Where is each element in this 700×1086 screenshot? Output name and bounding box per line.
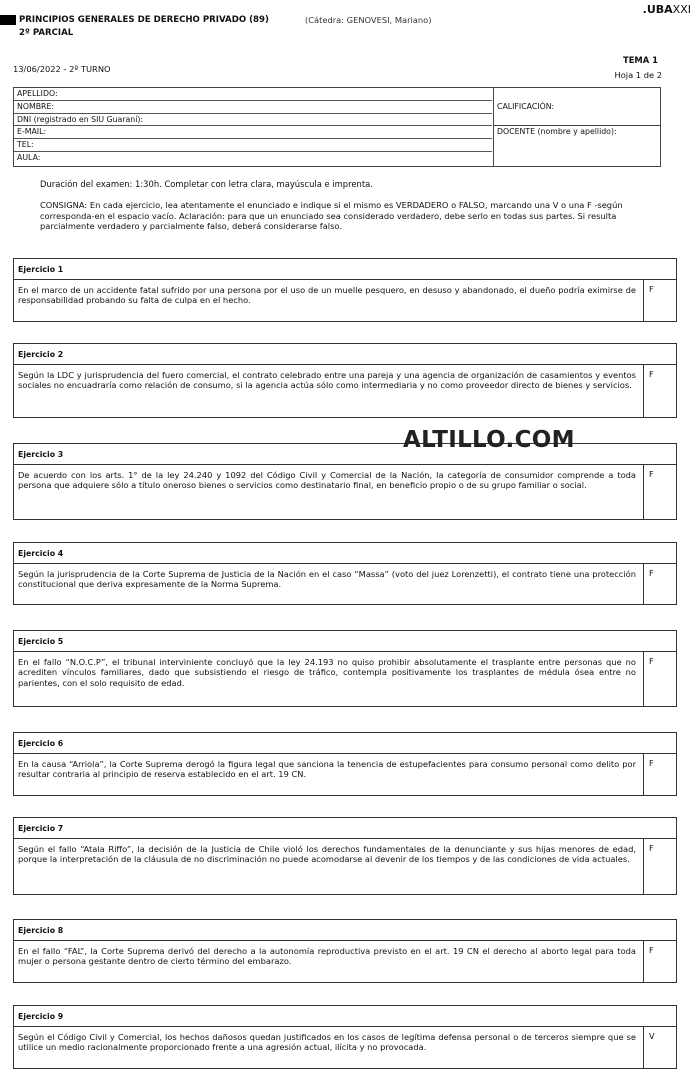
header-marker-bar bbox=[0, 15, 16, 25]
field-docente[interactable]: DOCENTE (nombre y apellido): bbox=[497, 127, 617, 136]
answer-field[interactable]: F bbox=[643, 365, 679, 417]
exercise-1 bbox=[13, 258, 677, 322]
exercise-statement: Según la LDC y jurisprudencia del fuero comercial, el contrato celebrado entre una pareja y una agencia de organización de casamientos y eventos sociales no encuadraría como relación de consumo, si la agencia actúa sólo como intermediaria y no como proveedor directo de bienes y servicios. bbox=[18, 370, 636, 391]
exam-instructions: CONSIGNA: En cada ejercicio, lea atentamente el enunciado e indique si el mismo es VERDADERO o FALSO, marcando una V o una F -según corresponda-en el espacio vacío. Aclaración: para que un enunciado sea considerado verdadero, debe serlo en todas sus partes. Si resulta parcialmente verdadero y parcialmente falso, deberá considerarse falso. bbox=[40, 200, 623, 232]
exercise-statement: En la causa “Arriola”, la Corte Suprema derogó la figura legal que sanciona la tenencia de estupefacientes para consumo personal como delito por resultar contraria al principio de reserva establecido en el art. 19 CN. bbox=[18, 759, 636, 780]
answer-field[interactable]: F bbox=[643, 465, 679, 519]
exercise-body bbox=[14, 465, 676, 519]
field-aula[interactable]: AULA: bbox=[17, 152, 41, 162]
exam-title: 2º PARCIAL bbox=[19, 28, 74, 38]
page-counter: Hoja 1 de 2 bbox=[614, 70, 662, 80]
exercise-body bbox=[14, 652, 676, 706]
field-tel[interactable]: TEL: bbox=[14, 139, 492, 152]
tema-label: TEMA 1 bbox=[623, 55, 658, 65]
exercise-title: Ejercicio 8 bbox=[14, 920, 676, 941]
exercise-title: Ejercicio 4 bbox=[14, 543, 676, 564]
answer-field[interactable]: F bbox=[643, 941, 679, 982]
exercise-body bbox=[14, 941, 676, 982]
exercise-title: Ejercicio 3 bbox=[14, 444, 676, 465]
exercise-7 bbox=[13, 817, 677, 895]
answer-field[interactable]: F bbox=[643, 564, 679, 604]
altillo-watermark: ALTILLO.COM bbox=[403, 427, 575, 453]
exercise-body bbox=[14, 1027, 676, 1068]
exercise-6 bbox=[13, 732, 677, 796]
exercise-statement: En el fallo “N.O.C.P”, el tribunal interviniente concluyó que la ley 24.193 no quiso prohibir absolutamente el trasplante entre personas que no acrediten vínculos familiares, dado que subsistiendo el riesgo de tráfico, contempla positivamente los trasplantes de médula ósea entre no parientes, con el solo requisito de edad. bbox=[18, 657, 636, 688]
student-info-box bbox=[13, 87, 661, 167]
catedra-label: (Cátedra: GENOVESI, Mariano) bbox=[305, 15, 432, 25]
answer-field[interactable]: F bbox=[643, 754, 679, 795]
exercise-title: Ejercicio 2 bbox=[14, 344, 676, 365]
exam-duration: Duración del examen: 1:30h. Completar con letra clara, mayúscula e imprenta. bbox=[40, 179, 373, 189]
exercise-3 bbox=[13, 443, 677, 520]
answer-field[interactable]: F bbox=[643, 839, 679, 894]
answer-field[interactable]: V bbox=[643, 1027, 679, 1068]
field-nombre[interactable]: NOMBRE: bbox=[14, 101, 492, 114]
exercise-title: Ejercicio 1 bbox=[14, 259, 676, 280]
exercise-2 bbox=[13, 343, 677, 418]
exercise-statement: Según el fallo “Atala Riffo”, la decisión de la Justicia de Chile violó los derechos fundamentales de la denunciante y sus hijas menores de edad, porque la interpretación de la cláusula de no discriminación no puede acomodarse al devenir de los tiempos y de las condiciones de vida actuales. bbox=[18, 844, 636, 865]
exercise-body bbox=[14, 280, 676, 321]
exercise-body bbox=[14, 839, 676, 894]
exercise-statement: Según la jurisprudencia de la Corte Suprema de Justicia de la Nación en el caso “Massa” (voto del juez Lorenzetti), el contrato tiene una protección constitucional que deriva expresamente de la Norma Suprema. bbox=[18, 569, 636, 590]
exercise-statement: En el fallo “FAL”, la Corte Suprema derivó del derecho a la autonomía reproductiva previsto en el art. 19 CN el derecho al aborto legal para toda mujer o persona gestante dentro de cierto término del embarazo. bbox=[18, 946, 636, 967]
exercise-8 bbox=[13, 919, 677, 983]
answer-field[interactable]: F bbox=[643, 280, 679, 321]
exercise-title: Ejercicio 5 bbox=[14, 631, 676, 652]
exercise-4 bbox=[13, 542, 677, 605]
field-dni[interactable]: DNI (registrado en SIU Guaraní): bbox=[14, 114, 492, 127]
student-fields bbox=[14, 88, 492, 166]
exercise-body bbox=[14, 754, 676, 795]
exercise-title: Ejercicio 7 bbox=[14, 818, 676, 839]
exercise-statement: En el marco de un accidente fatal sufrido por una persona por el uso de un muelle pesquero, en desuso y abandonado, el dueño podría eximirse de responsabilidad probando su falta de culpa en el hecho. bbox=[18, 285, 636, 306]
exercise-title: Ejercicio 9 bbox=[14, 1006, 676, 1027]
field-calificacion[interactable]: CALIFICACIÓN: bbox=[494, 88, 660, 126]
field-email[interactable]: E-MAIL: bbox=[14, 126, 492, 139]
field-apellido[interactable]: APELLIDO: bbox=[14, 88, 492, 101]
course-title: PRINCIPIOS GENERALES DE DERECHO PRIVADO (89) bbox=[19, 15, 269, 25]
exercise-title: Ejercicio 6 bbox=[14, 733, 676, 754]
exercise-body bbox=[14, 365, 676, 417]
exam-date: 13/06/2022 - 2º TURNO bbox=[13, 64, 111, 74]
exercise-5 bbox=[13, 630, 677, 707]
answer-field[interactable]: F bbox=[643, 652, 679, 706]
exercise-body bbox=[14, 564, 676, 604]
uba-logo: .UBAXXI bbox=[642, 3, 691, 16]
exercise-statement: De acuerdo con los arts. 1° de la ley 24.240 y 1092 del Código Civil y Comercial de la Nación, la categoría de consumidor comprende a toda persona que adquiere sólo a título oneroso bienes o servicios como destinatario final, en beneficio propio o de su grupo familiar o social. bbox=[18, 470, 636, 491]
exercise-9 bbox=[13, 1005, 677, 1069]
grading-fields bbox=[493, 88, 660, 166]
exercise-statement: Según el Código Civil y Comercial, los hechos dañosos quedan justificados en los casos de legítima defensa personal o de terceros siempre que se utilice un medio racionalmente proporcionado frente a una agresión actual, ilícita y no provocada. bbox=[18, 1032, 636, 1053]
